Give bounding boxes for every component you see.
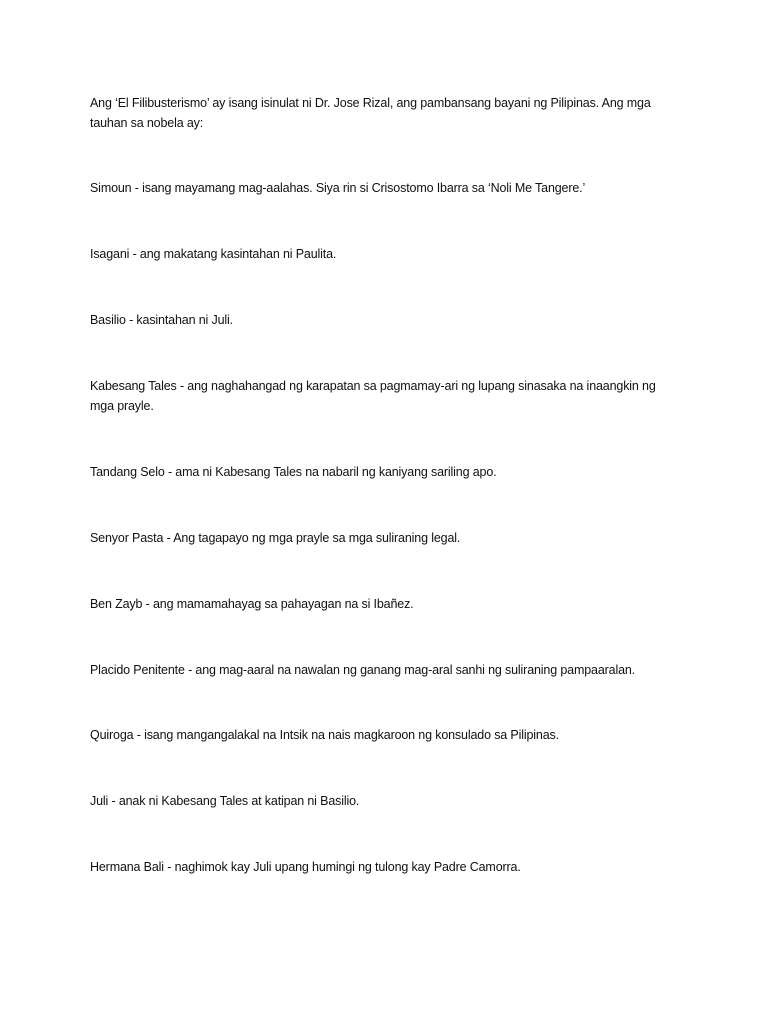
intro-paragraph: Ang ‘El Filibusterismo’ ay isang isinulat ni Dr. Jose Rizal, ang pambansang bayani ng Pilipinas. Ang mga tauhan sa nobela ay: bbox=[90, 96, 651, 130]
character-senyor-pasta: Senyor Pasta - Ang tagapayo ng mga prayle sa mga suliraning legal. bbox=[90, 531, 461, 545]
character-basilio: Basilio - kasintahan ni Juli. bbox=[90, 313, 233, 327]
character-hermana-bali: Hermana Bali - naghimok kay Juli upang humingi ng tulong kay Padre Camorra. bbox=[90, 860, 521, 874]
character-kabesang-tales: Kabesang Tales - ang naghahangad ng karapatan sa pagmamay-ari ng lupang sinasaka na inaangkin ng mga prayle. bbox=[90, 379, 656, 413]
character-placido-penitente: Placido Penitente - ang mag-aaral na nawalan ng ganang mag-aral sanhi ng suliraning pampaaralan. bbox=[90, 663, 635, 677]
character-ben-zayb: Ben Zayb - ang mamamahayag sa pahayagan na si Ibañez. bbox=[90, 597, 414, 611]
character-simoun: Simoun - isang mayamang mag-aalahas. Siya rin si Crisostomo Ibarra sa ‘Noli Me Tangere.’ bbox=[90, 181, 586, 195]
character-tandang-selo: Tandang Selo - ama ni Kabesang Tales na nabaril ng kaniyang sariling apo. bbox=[90, 465, 497, 479]
character-isagani: Isagani - ang makatang kasintahan ni Paulita. bbox=[90, 247, 337, 261]
character-quiroga: Quiroga - isang mangangalakal na Intsik na nais magkaroon ng konsulado sa Pilipinas. bbox=[90, 728, 559, 742]
character-juli: Juli - anak ni Kabesang Tales at katipan ni Basilio. bbox=[90, 794, 360, 808]
